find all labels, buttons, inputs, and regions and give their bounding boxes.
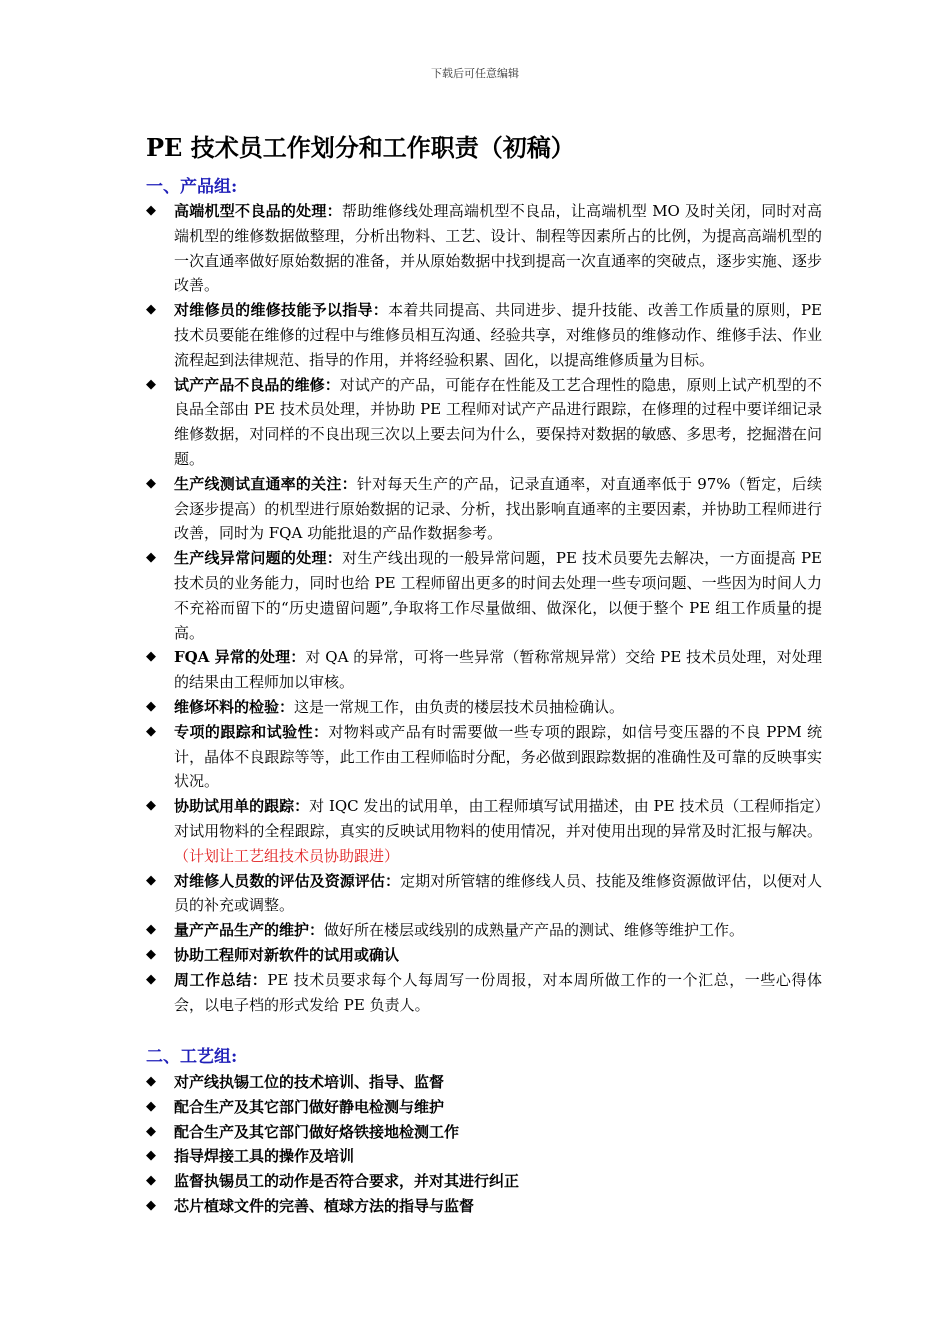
list-item [146, 1070, 822, 1095]
header-note: 下载后可任意编辑 [431, 67, 519, 80]
item-label: 指导焊接工具的操作及培训 [174, 1147, 355, 1166]
item-text: 做好所在楼层或线别的成熟量产产品的测试、维修等维护工作。 [324, 921, 745, 940]
item-label: 专项的跟踪和试验性 [174, 722, 314, 741]
diamond-bullet-icon: ◆ [146, 946, 156, 962]
list-item [146, 869, 822, 919]
list-item [146, 472, 822, 546]
item-text: 对物料或产品有时需要做一些专项的跟踪，如信号变压器的不良 PPM 统计，晶体不良跟踪等等，此工作由工程师临时分配，务必做到跟踪数据的准确性及可靠的反映事实状况。 [174, 722, 822, 791]
section-heading-process-group: 二、工艺组: [146, 1047, 238, 1067]
diamond-bullet-icon: ◆ [146, 922, 156, 938]
list-item [146, 1144, 822, 1169]
item-separator: ： [326, 202, 342, 220]
item-separator: ： [324, 375, 340, 394]
diamond-bullet-icon: ◆ [146, 203, 156, 218]
item-separator: ： [279, 697, 295, 716]
item-label: 生产线异常问题的处理 [174, 549, 327, 568]
item-label: 试产产品不良品的维修 [174, 375, 325, 394]
list-item [146, 298, 822, 372]
diamond-bullet-icon: ◆ [146, 723, 156, 739]
item-label: 配合生产及其它部门做好烙铁接地检测工作 [174, 1122, 460, 1141]
item-label: FQA 异常的处理 [174, 648, 291, 667]
diamond-bullet-icon: ◆ [146, 649, 156, 665]
list-item [146, 794, 822, 868]
item-label: 量产产品生产的维护 [174, 921, 310, 940]
diamond-bullet-icon: ◆ [146, 1074, 156, 1089]
diamond-bullet-icon: ◆ [146, 1123, 156, 1139]
item-separator: ： [341, 474, 357, 493]
item-separator: ： [290, 648, 306, 667]
item-label: 维修坏料的检验 [174, 697, 280, 716]
list-item [146, 918, 822, 943]
diamond-bullet-icon: ◆ [146, 698, 156, 714]
diamond-bullet-icon: ◆ [146, 376, 156, 392]
diamond-bullet-icon: ◆ [146, 550, 156, 566]
product-group-list [146, 199, 822, 1017]
diamond-bullet-icon: ◆ [146, 1098, 156, 1114]
list-item [146, 943, 822, 968]
item-text: 对 QA 的异常，可将一些异常（暂称常规异常）交给 PE 技术员处理，对处理的结果由工程师加以审核。 [174, 648, 822, 692]
item-text: 本着共同提高、共同进步、提升技能、改善工作质量的原则，PE 技术员要能在维修的过程中与维修员相互沟通、经验共享，对维修员的维修动作、维修手法、作业流程起到法律规范、指导的作用，并将经验积累、固化，以提高维修质量为目标。 [174, 301, 822, 369]
list-item [146, 1169, 822, 1194]
item-text: 针对每天生产的产品，记录直通率，对直通率低于 97%（暂定，后续会逐步提高）的机型进行原始数据的记录、分析，找出影响直通率的主要因素，并协助工程师进行改善，同时为 FQA 功能批退的产品作数据参考。 [174, 474, 822, 543]
list-item [146, 968, 822, 1018]
item-text: 对试产的产品，可能存在性能及工艺合理性的隐患，原则上试产机型的不良品全部由 PE 技术员处理，并协助 PE 工程师对试产产品进行跟踪，在修理的过程中要详细记录维修数据，对同样的不良出现三次以上要去问为什么，要保持对数据的敏感、多思考，挖掘潜在问题。 [174, 375, 822, 468]
diamond-bullet-icon: ◆ [146, 971, 156, 987]
item-separator: ： [294, 797, 310, 816]
item-note: （计划让工艺组技术员协助跟进） [174, 846, 400, 865]
item-separator: ： [313, 722, 329, 741]
diamond-bullet-icon: ◆ [146, 1148, 156, 1164]
item-text: 这是一常规工作，由负责的楼层技术员抽检确认。 [294, 697, 625, 716]
diamond-bullet-icon: ◆ [146, 798, 156, 814]
diamond-bullet-icon: ◆ [146, 302, 156, 318]
item-text: 定期对所管辖的维修线人员、技能及维修资源做评估，以便对人员的补充或调整。 [174, 871, 822, 915]
process-group-list [146, 1070, 822, 1219]
section-heading-product-group: 一、产品组: [146, 177, 238, 197]
list-item [146, 1095, 822, 1120]
item-text: 对 IQC 发出的试用单，由工程师填写试用描述，由 PE 技术员（工程师指定）对试用物料的全程跟踪，真实的反映试用物料的使用情况，并对使用出现的异常及时汇报与解决。 [174, 797, 822, 840]
diamond-bullet-icon: ◆ [146, 1173, 156, 1189]
diamond-bullet-icon: ◆ [146, 872, 156, 888]
item-label: 协助工程师对新软件的试用或确认 [174, 945, 400, 964]
item-label: 芯片植球文件的完善、植球方法的指导与监督 [174, 1196, 475, 1215]
item-label: 配合生产及其它部门做好静电检测与维护 [174, 1097, 445, 1116]
list-item [146, 720, 822, 794]
item-label: 生产线测试直通率的关注 [174, 474, 342, 493]
diamond-bullet-icon: ◆ [146, 1197, 156, 1213]
item-text: PE 技术员要求每个人每周写一份周报，对本周所做工作的一个汇总，一些心得体会，以电子档的形式发给 PE 负责人。 [174, 970, 822, 1014]
item-label: 对维修员的维修技能予以指导 [174, 301, 373, 320]
document-title: PE 技术员工作划分和工作职责（初稿） [146, 133, 575, 162]
item-label: 监督执锡员工的动作是否符合要求，并对其进行纠正 [174, 1172, 520, 1191]
item-separator: ： [251, 970, 268, 989]
item-separator: ： [309, 921, 325, 940]
item-separator: ： [385, 871, 401, 890]
item-text: 对生产线出现的一般异常问题，PE 技术员要先去解决，一方面提高 PE 技术员的业务能力，同时也给 PE 工程师留出更多的时间去处理一些专项问题、一些因为时间人力不充裕而留下的“历史遗留问题”,争取将工作尽量做细、做深化，以便于整个 PE 组工作质量的提高。 [174, 549, 822, 642]
list-item [146, 1194, 822, 1219]
item-separator: ： [372, 301, 389, 320]
item-text: 帮助维修线处理高端机型不良品，让高端机型 MO 及时关闭，同时对高端机型的维修数据做整理，分析出物料、工艺、设计、制程等因素所占的比例，为提高高端机型的一次直通率做好原始数据的准备，并从原始数据中找到提高一次直通率的突破点，逐步实施、逐步改善。 [174, 202, 822, 295]
list-item [146, 373, 822, 472]
diamond-bullet-icon: ◆ [146, 475, 156, 491]
item-separator: ： [326, 549, 343, 568]
list-item [146, 645, 822, 695]
list-item [146, 695, 822, 720]
item-label: 周工作总结 [174, 970, 252, 989]
item-label: 对产线执锡工位的技术培训、指导、监督 [174, 1073, 445, 1091]
list-item [146, 546, 822, 645]
list-item [146, 199, 822, 298]
item-label: 高端机型不良品的处理 [174, 202, 327, 220]
item-label: 对维修人员数的评估及资源评估 [174, 871, 385, 890]
list-item [146, 1120, 822, 1145]
item-label: 协助试用单的跟踪 [174, 797, 295, 816]
